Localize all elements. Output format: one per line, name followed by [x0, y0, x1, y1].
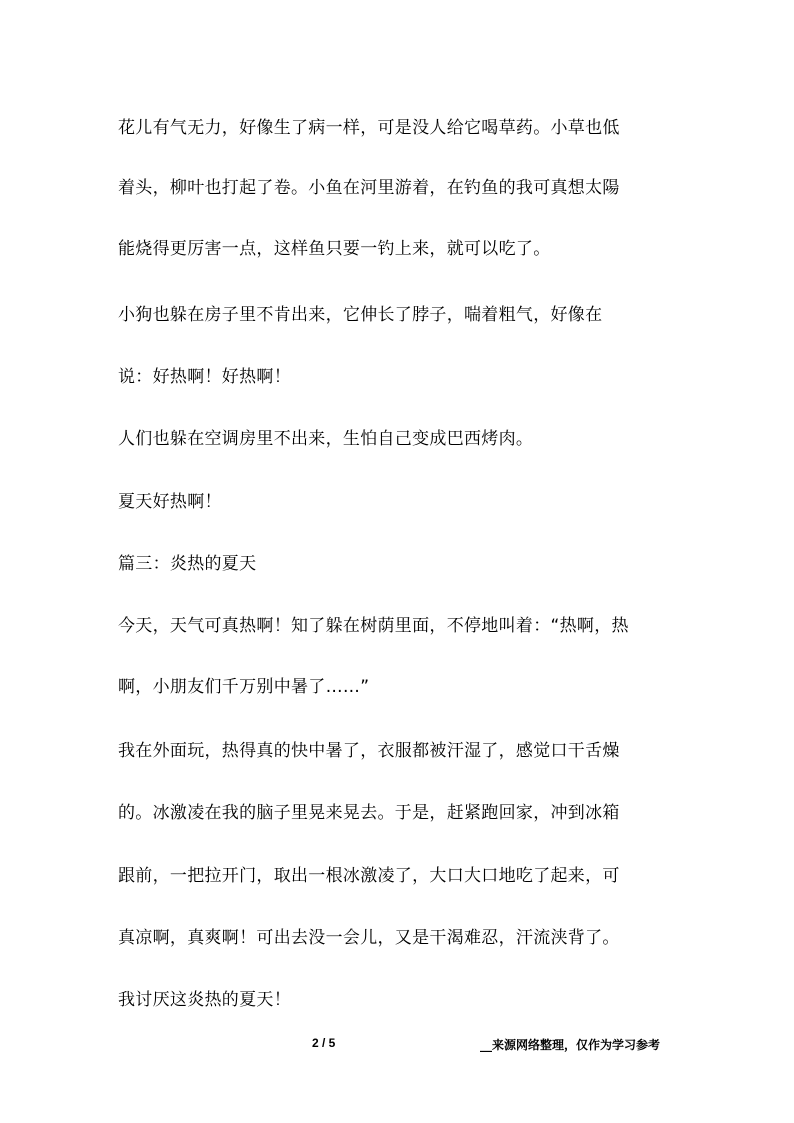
text-line: 说：好热啊！好热啊！	[118, 367, 291, 387]
text-line: 我在外面玩，热得真的快中暑了，衣服都被汗湿了，感觉口干舌燥	[118, 741, 620, 761]
text-line: 真凉啊，真爽啊！可出去没一会儿，又是干渴难忍，汗流浃背了。	[118, 928, 620, 948]
text-line: 今天，天气可真热啊！知了躲在树荫里面，不停地叫着：“热啊，热	[118, 616, 629, 636]
text-line: 夏天好热啊！	[118, 492, 222, 512]
text-line: 啊，小朋友们千万别中暑了……”	[118, 677, 370, 697]
text-line: 能烧得更厉害一点，这样鱼只要一钓上来，就可以吃了。	[118, 239, 551, 259]
text-line: 的。冰激凌在我的脑子里晃来晃去。于是，赶紧跑回家，冲到冰箱	[118, 803, 620, 823]
text-line: 人们也躲在空调房里不出来，生怕自己变成巴西烤肉。	[118, 429, 534, 449]
text-line: 跟前，一把拉开门，取出一根冰激凌了，大口大口地吃了起来，可	[118, 866, 620, 886]
source-note: __来源网络整理，仅作为学习参考	[480, 1038, 661, 1052]
text-line: 小狗也躲在房子里不肯出来，它伸长了脖子，喘着粗气，好像在	[118, 305, 603, 325]
section-heading: 篇三：炎热的夏天	[118, 554, 257, 574]
text-line: 花儿有气无力，好像生了病一样，可是没人给它喝草药。小草也低	[118, 118, 620, 138]
text-line: 着头，柳叶也打起了卷。小鱼在河里游着，在钓鱼的我可真想太陽	[118, 178, 620, 198]
page-number: 2 / 5	[312, 1036, 336, 1050]
text-line: 我讨厌这炎热的夏天！	[118, 990, 291, 1010]
